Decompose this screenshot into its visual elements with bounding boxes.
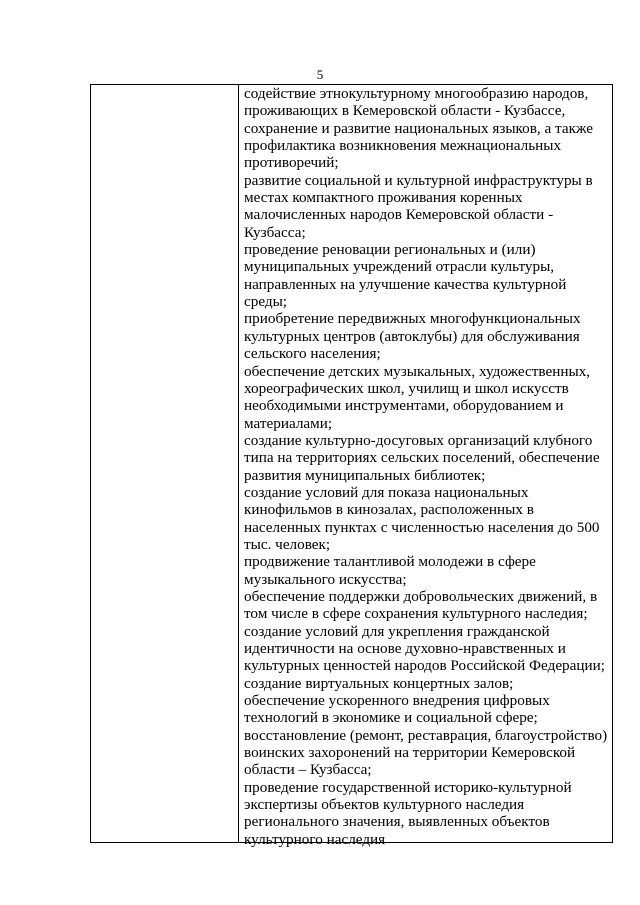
list-item: продвижение талантливой молодежи в сфере музыкального искусства; [244, 553, 536, 588]
list-item: проведение реновации региональных и (или) муниципальных учреждений отрасли культуры, направленных на улучшение качества культурной среды; [244, 241, 567, 311]
page-number: 5 [316, 67, 324, 82]
list-item: обеспечение ускоренного внедрения цифровых технологий в экономике и социальной сфере; [244, 692, 550, 727]
table-left-cell [91, 85, 239, 842]
list-item: восстановление (ремонт, реставрация, благоустройство) воинских захоронений на территории Кемеровской области – Кузбасса; [244, 726, 608, 779]
list-item: приобретение передвижных многофункциональных культурных центров (автоклубы) для обслуживания сельского населения; [244, 310, 581, 363]
list-item: создание условий для показа национальных кинофильмов в кинозалах, расположенных в населенных пунктах с численностью населения до 500 тыс. человек; [244, 483, 600, 553]
list-item: создание культурно-досуговых организаций клубного типа на территориях сельских поселений, обеспечение развития муниципальных библиотек; [244, 431, 600, 484]
list-item: создание виртуальных концертных залов; [244, 674, 514, 692]
list-item: создание условий для укрепления гражданской идентичности на основе духовно-нравственных и культурных ценностей народов Российской Федерации; [244, 622, 605, 675]
list-item: обеспечение поддержки добровольческих движений, в том числе в сфере сохранения культурного наследия; [244, 587, 598, 623]
list-item: содействие этнокультурному многообразию народов, проживающих в Кемеровской области - Кузбассе, сохранение и развитие национальных языков, а также профилактика возникновения межнациональных противоречий; [244, 85, 594, 172]
list-item: обеспечение детских музыкальных, художественных, хореографических школ, училищ и школ искусств необходимыми инструментами, оборудованием и материалами; [244, 362, 591, 432]
list-item: проведение государственной историко-культурной экспертизы объектов культурного наследия регионального значения, выявленных объектов культурного наследия [244, 778, 572, 848]
list-item: развитие социальной и культурной инфраструктуры в местах компактного проживания коренных малочисленных народов Кемеровской области - Кузбасса; [244, 171, 593, 241]
table-right-cell [239, 85, 612, 848]
document-table [90, 84, 613, 848]
